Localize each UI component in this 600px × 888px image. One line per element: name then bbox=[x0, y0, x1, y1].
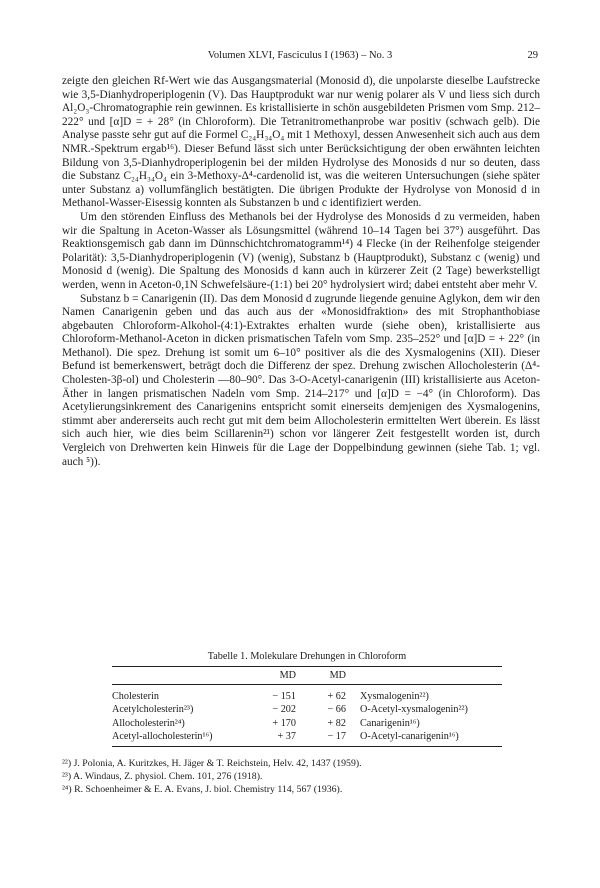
table-cell: Acetyl-allocholesterin¹⁶) bbox=[112, 730, 250, 747]
rotation-table bbox=[112, 651, 502, 747]
paragraph: zeigte den gleichen Rf-Wert wie das Ausgangsmaterial (Monosid d), die unpolarste dieselbe Laufstrecke wie 3,5-Dianhydroperiplogenin (V). Das Hauptprodukt war nur wenig polarer als V und liess sich durch Al₂O₃-Chromatographie rein gewinnen. Es kristallisierte in schön ausgebildeten Prismen vom Smp. 212–222° und [α]D = + 28° (in Chloroform). Die Tetranitromethanprobe war positiv (schwach gelb). Die Analyse passte sehr gut auf die Formel C₂₄H₃₄O₄ mit 1 Methoxyl, dessen Anwesenheit sich auch aus dem NMR.-Spektrum ergab¹⁶). Dieser Befund lässt sich unter Berücksichtigung der oben erwähnten leichten Bildung von 3,5-Dianhydroperiplogenin bei der milden Hydrolyse des Monosids d nur so deuten, dass die Substanz C₂₄H₃₄O₄ ein 3-Methoxy-Δ⁴-cardenolid ist, was die weiteren Untersuchungen (siehe später unter Substanz a) vollumfänglich bestätigten. Die übrigen Produkte der Hydrolyse von Monosid d in Methanol-Wasser-Eisessig konnten als Substanzen b und c identifiziert werden. bbox=[62, 75, 540, 210]
table-cell: O-Acetyl-canarigenin¹⁶) bbox=[360, 730, 502, 747]
table-cell: + 62 bbox=[327, 690, 346, 702]
table-cell: + 82 bbox=[327, 717, 346, 729]
page-number: 29 bbox=[527, 50, 538, 61]
table-caption: Tabelle 1. Molekulare Drehungen in Chloroform bbox=[207, 651, 407, 662]
table-cell: + 170 bbox=[272, 717, 296, 729]
paragraph: Um den störenden Einfluss des Methanols bei der Hydrolyse des Monosids d zu vermeiden, haben wir die Spaltung in Aceton-Wasser als Lösungsmittel (während 10–14 Tagen bei 37°) ausgeführt. Das Reaktionsgemisch gab dann im Dünnschichtchromatogramm¹⁴) 4 Flecke (in der Reihenfolge steigender Polarität): 3,5-Dianhydroperiplogenin (V) (wenig), Substanz b (Hauptprodukt), Substanz c (wenig) und Monosid d (wenig). Die Spaltung des Monosids d kann auch in kürzerer Zeit (2 Tage) bewerkstelligt werden, wenn in Aceton-0,1N Schwefelsäure-(1:1) bei 20° hydrolysiert wird; dabei entsteht aber mehr V. bbox=[62, 210, 540, 291]
table-cell: − 202 bbox=[272, 704, 296, 716]
table-cell: Xysmalogenin²²) bbox=[360, 690, 429, 702]
table-row bbox=[112, 717, 502, 731]
footnote: ²²) J. Polonia, A. Kuritzkes, H. Jäger & T. Reichstein, Helv. 42, 1437 (1959). bbox=[62, 758, 362, 769]
table-cell: − 66 bbox=[327, 704, 346, 716]
table-cell: Canarigenin¹⁶) bbox=[360, 717, 420, 729]
footnote: ²³) A. Windaus, Z. physiol. Chem. 101, 276 (1918). bbox=[62, 770, 263, 782]
table bbox=[112, 666, 502, 747]
table-cell: O-Acetyl-xysmalogenin²²) bbox=[360, 704, 468, 716]
column-header bbox=[112, 667, 250, 685]
table-row bbox=[112, 703, 502, 717]
running-head-title: Volumen XLVI, Fasciculus I (1963) – No. 3 bbox=[207, 50, 393, 61]
table-cell: Allocholesterin²⁴) bbox=[112, 717, 185, 729]
body-text bbox=[62, 75, 540, 469]
column-header bbox=[360, 667, 502, 685]
footnote: ²⁴) R. Schoenheimer & E. A. Evans, J. biol. Chemistry 114, 567 (1936). bbox=[62, 783, 343, 795]
column-header-md: MD bbox=[300, 667, 360, 685]
table-cell: − 151 bbox=[272, 690, 296, 702]
table-cell: + 37 bbox=[250, 730, 300, 747]
column-header-md: MD bbox=[250, 667, 300, 685]
table-cell: Cholesterin bbox=[112, 690, 159, 702]
table-header-row bbox=[112, 667, 502, 685]
running-head bbox=[0, 50, 600, 64]
paragraph: Substanz b = Canarigenin (II). Das dem Monosid d zugrunde liegende genuine Aglykon, dem wir den Namen Canarigenin geben und das auch aus der «Monosidfraktion» des mit Strophanthobiase abgebauten Chloroform-Alkohol-(4:1)-Extraktes erhalten wurde (siehe oben), kristallisierte aus Chloroform-Methanol-Aceton in dicken prismatischen Tafeln vom Smp. 235–252° und [α]D = + 22° (in Methanol). Die spez. Drehung ist somit um 6–10° positiver als die des Xysmalogenins (XII). Dieser Befund ist bemerkenswert, beträgt doch die Differenz der spez. Drehung zwischen Allocholesterin (Δ⁴-Cholesten-3β-ol) und Cholesterin —80–90°. Das 3-O-Acetyl-canarigenin (III) kristallisierte aus Aceton-Äther in langen prismatischen Nadeln vom Smp. 214–217° und [α]D = −4° (in Chloroform). Das Acetylierungsinkrement des Canarigenins entspricht somit einerseits demjenigen des Xysmalogenins, stimmt aber andererseits auch recht gut mit dem beim Allocholesterin ermittelten Wert überein. Es lässt sich auch hier, wie dies beim Scillarenin²¹) schon vor längerer Zeit festgestellt worden ist, durch Vergleich von Drehwerten kein Hinweis für die Lage der Doppelbindung gewinnen (siehe Tab. 1; vgl. auch ⁵)). bbox=[62, 292, 540, 468]
table-row bbox=[112, 685, 502, 704]
table-row bbox=[112, 730, 502, 747]
footnotes bbox=[62, 758, 540, 796]
table-cell: − 17 bbox=[300, 730, 360, 747]
table-cell: Acetylcholesterin²³) bbox=[112, 704, 194, 716]
